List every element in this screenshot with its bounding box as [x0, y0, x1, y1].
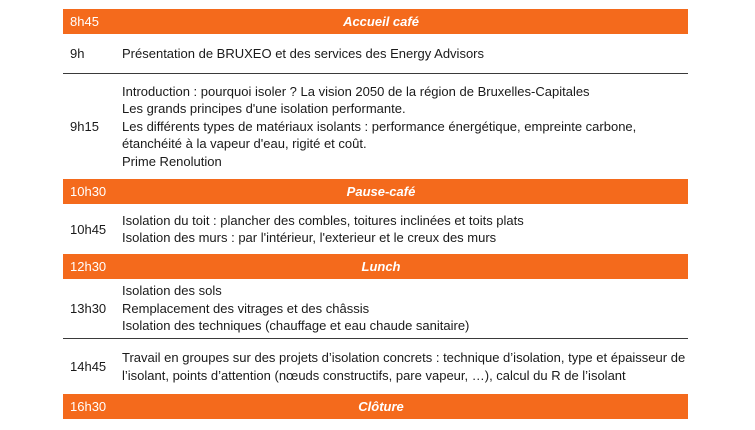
row-line: Isolation des techniques (chauffage et eau chaude sanitaire) [122, 318, 470, 334]
row-content [122, 349, 688, 384]
schedule-row-break-lunch [63, 254, 688, 279]
row-time: 12h30 [70, 259, 107, 274]
row-time: 13h30 [70, 301, 107, 316]
row-time: 8h45 [70, 14, 99, 29]
row-content [122, 45, 688, 63]
schedule-table [63, 9, 688, 419]
row-break-label: Lunch [361, 259, 401, 274]
row-time: 9h15 [70, 119, 99, 134]
row-line: Travail en groupes sur des projets d’isolation concrets : technique d’isolation, type et épaisseur de [122, 350, 686, 365]
schedule-row-session [63, 74, 688, 179]
row-line: l’isolant, points d’attention (nœuds constructifs, pare vapeur, …), calcul du R de l’isolant [122, 367, 626, 383]
row-line: Présentation de BRUXEO et des services des Energy Advisors [122, 45, 485, 61]
row-content [122, 83, 688, 171]
row-line: Isolation des sols [122, 283, 222, 299]
row-line: Isolation du toit : plancher des combles, toitures inclinées et toits plats [122, 212, 524, 228]
row-line: Introduction : pourquoi isoler ? La vision 2050 de la région de Bruxelles-Capitales [122, 83, 590, 99]
row-time: 10h45 [70, 221, 107, 237]
schedule-row-session [63, 204, 688, 254]
row-line: étanchéité à la vapeur d'eau, rigité et coût. [122, 136, 367, 152]
row-line: Prime Renolution [122, 153, 222, 169]
row-content [122, 282, 688, 335]
row-time: 9h [70, 46, 85, 61]
row-line: Isolation des murs : par l'intérieur, l'exterieur et le creux des murs [122, 230, 497, 245]
row-line: Les grands principes d'une isolation performante. [122, 101, 406, 117]
row-time: 10h30 [70, 184, 107, 199]
row-break-label: Accueil café [343, 14, 419, 29]
row-line: Remplacement des vitrages et des châssis [122, 300, 370, 316]
schedule-row-session [63, 34, 688, 74]
row-time: 16h30 [70, 399, 107, 414]
row-time: 14h45 [70, 359, 107, 374]
schedule-row-session [63, 339, 688, 394]
row-break-label: Clôture [358, 399, 404, 414]
row-break-label: Pause-café [346, 184, 416, 199]
row-line: Les différents types de matériaux isolants : performance énergétique, empreinte carbone, [122, 118, 637, 134]
row-content [122, 212, 688, 247]
schedule-row-break-cloture [63, 394, 688, 419]
schedule-row-session [63, 279, 688, 339]
schedule-row-break-pause [63, 179, 688, 204]
schedule-row-break-accueil [63, 9, 688, 34]
